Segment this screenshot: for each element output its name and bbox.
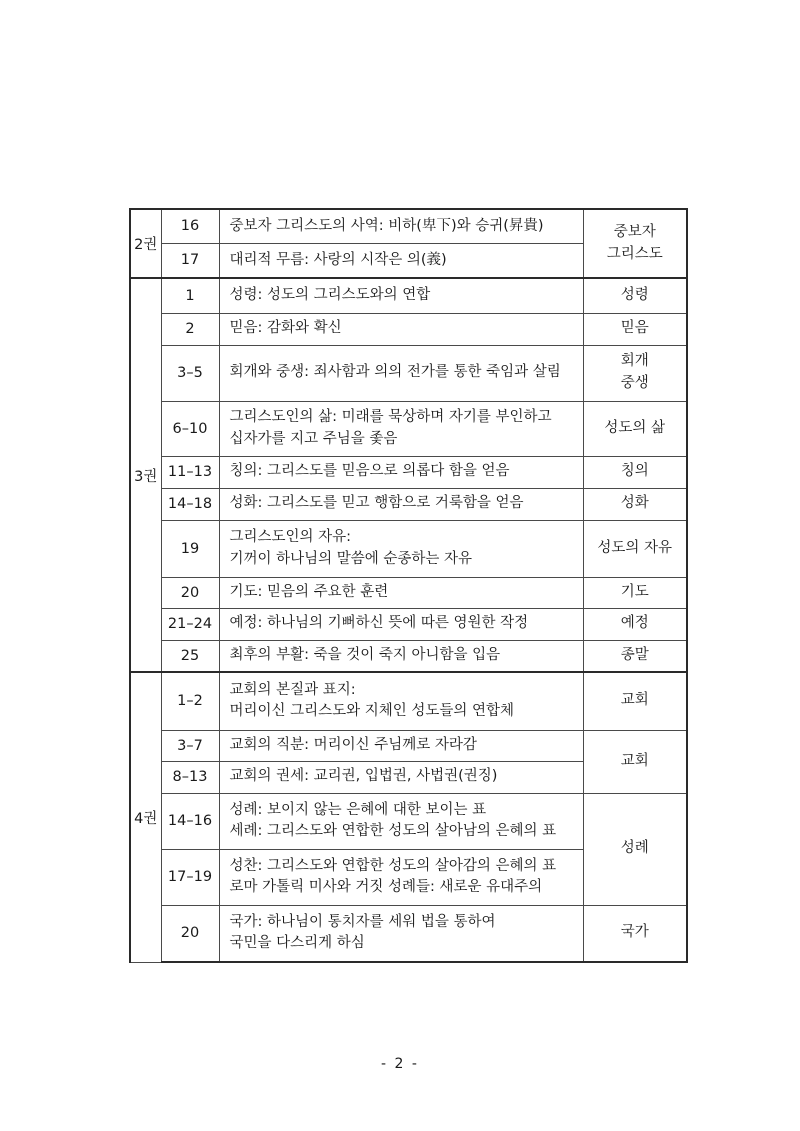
chapter-description: 최후의 부활: 죽을 것이 죽지 아니함을 입음	[219, 640, 583, 672]
volume-label: 2권	[130, 209, 161, 278]
topic-cell: 성도의 자유	[583, 520, 687, 577]
topic-cell: 칭의	[583, 456, 687, 488]
chapter-number: 19	[161, 520, 219, 577]
chapter-number: 25	[161, 640, 219, 672]
page-number: - 2 -	[381, 1056, 419, 1072]
chapter-description: 회개와 중생: 죄사함과 의의 전가를 통한 죽임과 살림	[219, 345, 583, 401]
chapter-number: 20	[161, 905, 219, 962]
topic-cell: 예정	[583, 608, 687, 640]
chapter-description: 성례: 보이지 않는 은혜에 대한 보이는 표 세례: 그리스도와 연합한 성도의 살아남의 은혜의 표	[219, 793, 583, 849]
chapter-description: 국가: 하나님이 통치자를 세워 법을 통하여 국민을 다스리게 하심	[219, 905, 583, 962]
topic-cell: 성령	[583, 278, 687, 313]
topic-cell: 믿음	[583, 313, 687, 345]
chapter-description: 성화: 그리스도를 믿고 행함으로 거룩함을 얻음	[219, 488, 583, 520]
chapter-number: 20	[161, 577, 219, 608]
chapter-number: 3–7	[161, 730, 219, 761]
topic-cell: 국가	[583, 905, 687, 962]
contents-table	[129, 208, 688, 963]
chapter-description: 그리스도인의 자유: 기꺼이 하나님의 말씀에 순종하는 자유	[219, 520, 583, 577]
chapter-number: 6–10	[161, 401, 219, 456]
chapter-description: 믿음: 감화와 확신	[219, 313, 583, 345]
chapter-description: 중보자 그리스도의 사역: 비하(卑下)와 승귀(昇貴)	[219, 209, 583, 243]
topic-cell: 회개 중생	[583, 345, 687, 401]
chapter-number: 16	[161, 209, 219, 243]
chapter-number: 3–5	[161, 345, 219, 401]
chapter-description: 성령: 성도의 그리스도와의 연합	[219, 278, 583, 313]
topic-cell: 성도의 삶	[583, 401, 687, 456]
chapter-number: 14–18	[161, 488, 219, 520]
topic-cell: 기도	[583, 577, 687, 608]
chapter-number: 1	[161, 278, 219, 313]
chapter-number: 2	[161, 313, 219, 345]
topic-cell: 교회	[583, 672, 687, 730]
chapter-description: 그리스도인의 삶: 미래를 묵상하며 자기를 부인하고 십자가를 지고 주님을 좇음	[219, 401, 583, 456]
chapter-number: 8–13	[161, 761, 219, 793]
chapter-description: 교회의 본질과 표지: 머리이신 그리스도와 지체인 성도들의 연합체	[219, 672, 583, 730]
chapter-number: 14–16	[161, 793, 219, 849]
topic-cell: 성례	[583, 793, 687, 905]
chapter-description: 기도: 믿음의 주요한 훈련	[219, 577, 583, 608]
topic-cell: 성화	[583, 488, 687, 520]
topic-cell: 교회	[583, 730, 687, 793]
chapter-number: 21–24	[161, 608, 219, 640]
chapter-description: 성찬: 그리스도와 연합한 성도의 살아감의 은혜의 표 로마 가톨릭 미사와 거짓 성례들: 새로운 유대주의	[219, 849, 583, 905]
chapter-description: 교회의 직분: 머리이신 주님께로 자라감	[219, 730, 583, 761]
chapter-number: 17–19	[161, 849, 219, 905]
chapter-description: 교회의 권세: 교리권, 입법권, 사법권(권징)	[219, 761, 583, 793]
chapter-number: 17	[161, 243, 219, 278]
topic-cell: 중보자 그리스도	[583, 209, 687, 278]
volume-label: 3권	[130, 278, 161, 672]
chapter-number: 11–13	[161, 456, 219, 488]
chapter-number: 1–2	[161, 672, 219, 730]
chapter-description: 예정: 하나님의 기뻐하신 뜻에 따른 영원한 작정	[219, 608, 583, 640]
chapter-description: 대리적 무름: 사랑의 시작은 의(義)	[219, 243, 583, 278]
topic-cell: 종말	[583, 640, 687, 672]
volume-label: 4권	[130, 672, 161, 962]
chapter-description: 칭의: 그리스도를 믿음으로 의롭다 함을 얻음	[219, 456, 583, 488]
